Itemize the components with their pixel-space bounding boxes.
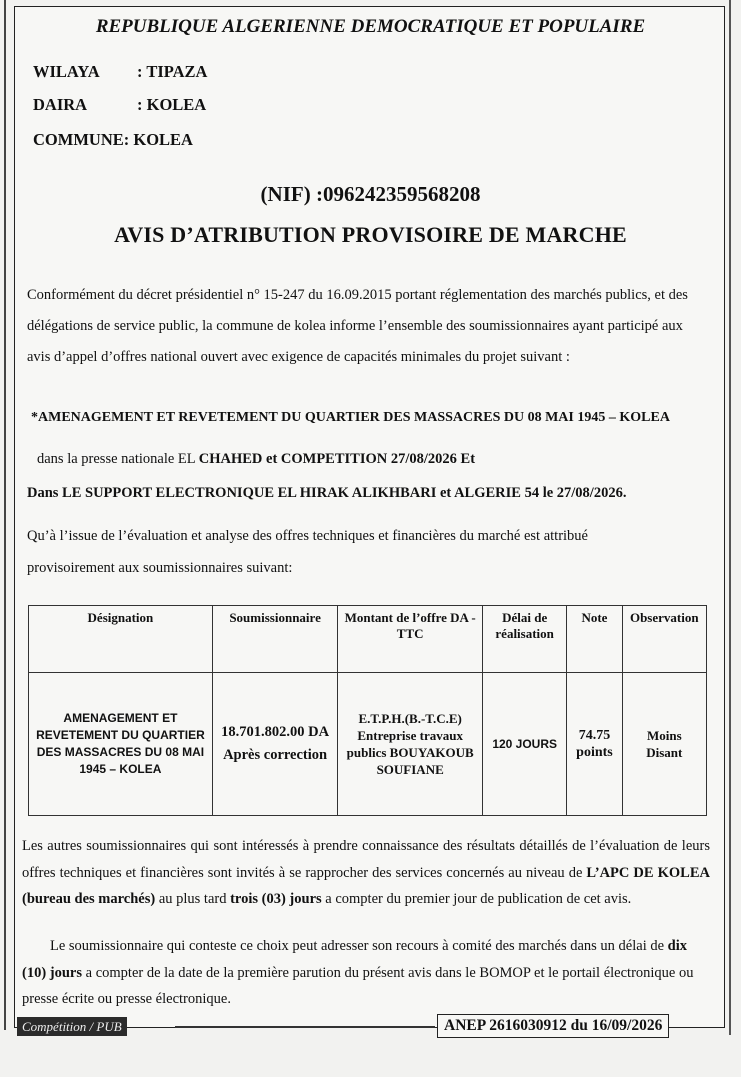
header-soumissionnaire: Soumissionnaire <box>212 606 338 673</box>
anep-reference: ANEP 2616030912 du 16/09/2026 <box>437 1014 669 1038</box>
result-intro-1: Qu’à l’issue de l’évaluation et analyse des offres techniques et financières du marché est attribué <box>27 528 588 544</box>
wilaya-value: : TIPAZA <box>137 62 208 81</box>
electronic-press-line: Dans LE SUPPORT ELECTRONIQUE EL HIRAK ALIKHBARI et ALGERIE 54 le 27/08/2026. <box>27 485 627 501</box>
closing-paragraph-2 <box>22 933 710 1013</box>
apc-kolea: L’APC DE KOLEA (bureau des marchés) <box>22 864 710 907</box>
notice-title: AVIS D’ATRIBUTION PROVISOIRE DE MARCHE <box>114 222 627 247</box>
cell-observation: Moins Disant <box>622 673 706 816</box>
closing-text: Le soumissionnaire qui conteste ce choix peut adresser son recours à comité des marchés dans un délai de <box>50 938 668 954</box>
cell-montant <box>212 673 338 816</box>
commune-line: COMMUNE: KOLEA <box>33 130 193 149</box>
footer-divider <box>175 1026 435 1028</box>
delay-three-days: trois (03) jours <box>230 891 322 907</box>
header-observation: Observation <box>622 606 706 673</box>
closing-text: a compter du premier jour de publication de cet avis. <box>321 891 632 907</box>
header-note: Note <box>567 606 622 673</box>
wilaya-label: WILAYA <box>33 62 100 81</box>
cell-delai: 120 JOURS <box>482 673 566 816</box>
table-row <box>29 673 707 816</box>
montant-value: 18.701.802.00 DA <box>221 724 330 740</box>
daira-label: DAIRA <box>33 95 88 114</box>
delay-ten-days: dix (10) jours <box>22 938 688 981</box>
wilaya-line <box>33 62 207 82</box>
republic-heading: REPUBLIQUE ALGERIENNE DEMOCRATIQUE ET POPULAIRE <box>95 16 646 37</box>
nif-number: (NIF) :096242359568208 <box>260 182 481 206</box>
closing-text: Les autres soumissionnaires qui sont intéressés à prendre connaissance des résultats détaillés de l’évaluation de leurs offres techniques et financières sont invités à se rapprocher des services concernés au niveau de <box>22 838 710 881</box>
daira-line <box>33 95 206 115</box>
press-prefix: dans la presse nationale EL <box>37 451 199 467</box>
publisher-tag: Compétition / PUB <box>17 1017 127 1036</box>
page-edge-line <box>4 0 6 1030</box>
cell-designation: AMENAGEMENT ET REVETEMENT DU QUARTIER DES MASSACRES DU 08 MAI 1945 – KOLEA <box>29 673 213 816</box>
cell-note: 74.75 points <box>567 673 622 816</box>
result-intro-2: provisoirement aux soumissionnaires suivant: <box>27 560 293 576</box>
results-table <box>28 605 707 816</box>
page-edge-line <box>729 0 731 1035</box>
daira-value: : KOLEA <box>137 95 207 114</box>
press-papers: CHAHED et COMPETITION 27/08/2026 Et <box>198 451 476 467</box>
table-header-row <box>29 606 707 673</box>
closing-paragraph-1 <box>22 833 710 913</box>
closing-text: a compter de la date de la première parution du présent avis dans le BOMOP et le portail électronique ou presse écrite ou presse électronique. <box>22 964 694 1007</box>
intro-paragraph: Conformément du décret présidentiel n° 15-247 du 16.09.2015 portant réglementation des marchés publics, et des délégations de service public, la commune de kolea informe l’ensemble des soumissionnaires ayant participé aux avis d’appel d’offres national ouvert avec exigence de capacités minimales du projet suivant : <box>27 287 688 365</box>
header-designation: Désignation <box>29 606 213 673</box>
closing-text: au plus tard <box>155 891 231 907</box>
cell-soumissionnaire: E.T.P.H.(B.-T.C.E) Entreprise travaux publics BOUYAKOUB SOUFIANE <box>338 673 483 816</box>
press-line <box>37 451 475 468</box>
header-montant: Montant de l’offre DA -TTC <box>338 606 483 673</box>
project-line: *AMENAGEMENT ET REVETEMENT DU QUARTIER DES MASSACRES DU 08 MAI 1945 – KOLEA <box>31 410 670 425</box>
montant-note: Après correction <box>223 747 328 763</box>
header-delai: Délai de réalisation <box>482 606 566 673</box>
